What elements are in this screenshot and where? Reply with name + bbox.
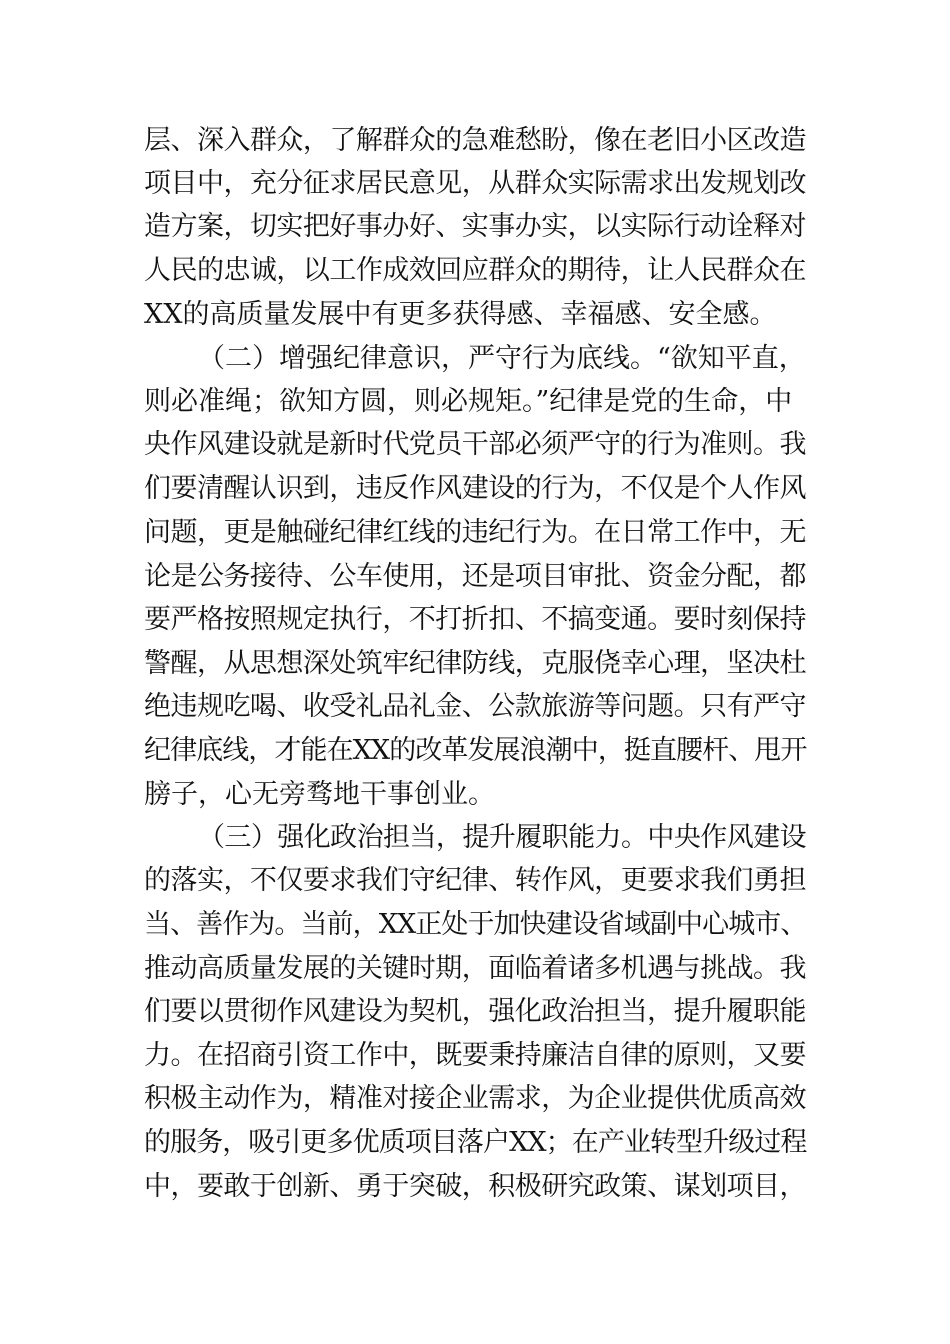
body-text-line: 绝违规吃喝、收受礼品礼金、公款旅游等问题。只有严守 bbox=[144, 691, 806, 722]
body-text-line: 人民的忠诚，以工作成效回应群众的期待，让人民群众在 bbox=[144, 255, 806, 286]
body-text-line: 们要以贯彻作风建设为契机，强化政治担当，提升履职能 bbox=[144, 996, 806, 1027]
body-text-line: XX的高质量发展中有更多获得感、幸福感、安全感。 bbox=[144, 299, 777, 330]
body-text-line: 论是公务接待、公车使用，还是项目审批、资金分配，都 bbox=[144, 561, 806, 592]
body-text-line: 力。在招商引资工作中，既要秉持廉洁自律的原则，又要 bbox=[144, 1040, 806, 1071]
body-text-line: 央作风建设就是新时代党员干部必须严守的行为准则。我 bbox=[144, 429, 806, 460]
body-text-line: 当、善作为。当前，XX正处于加快建设省域副中心城市、 bbox=[144, 909, 807, 940]
body-text-line: 项目中，充分征求居民意见，从群众实际需求出发规划改 bbox=[144, 168, 806, 199]
section-heading-line: （三）强化政治担当，提升履职能力。中央作风建设 bbox=[198, 822, 806, 853]
section-heading-line: （二）增强纪律意识，严守行为底线。“欲知平直， bbox=[198, 343, 806, 374]
body-text-line: 们要清醒认识到，违反作风建设的行为，不仅是个人作风 bbox=[144, 473, 806, 504]
body-text-line: 推动高质量发展的关键时期，面临着诸多机遇与挑战。我 bbox=[144, 953, 806, 984]
body-text-line: 问题，更是触碰纪律红线的违纪行为。在日常工作中，无 bbox=[144, 517, 806, 548]
body-text-line: 中，要敢于创新、勇于突破，积极研究政策、谋划项目， bbox=[144, 1171, 806, 1202]
body-text-line: 层、深入群众，了解群众的急难愁盼，像在老旧小区改造 bbox=[144, 125, 806, 156]
body-text-line: 造方案，切实把好事办好、实事办实，以实际行动诠释对 bbox=[144, 211, 806, 242]
body-text-line: 则必准绳；欲知方圆，则必规矩。”纪律是党的生命，中 bbox=[144, 386, 793, 417]
body-text-line: 的落实，不仅要求我们守纪律、转作风，更要求我们勇担 bbox=[144, 865, 806, 896]
body-text-line: 膀子，心无旁骛地干事创业。 bbox=[144, 779, 495, 810]
body-text-line: 要严格按照规定执行，不打折扣、不搞变通。要时刻保持 bbox=[144, 604, 806, 635]
body-text-line: 积极主动作为，精准对接企业需求，为企业提供优质高效 bbox=[144, 1083, 806, 1114]
body-text-line: 的服务，吸引更多优质项目落户XX；在产业转型升级过程 bbox=[144, 1127, 807, 1158]
body-text-line: 纪律底线，才能在XX的改革发展浪潮中，挺直腰杆、甩开 bbox=[144, 735, 807, 766]
body-text-line: 警醒，从思想深处筑牢纪律防线，克服侥幸心理，坚决杜 bbox=[144, 648, 806, 679]
